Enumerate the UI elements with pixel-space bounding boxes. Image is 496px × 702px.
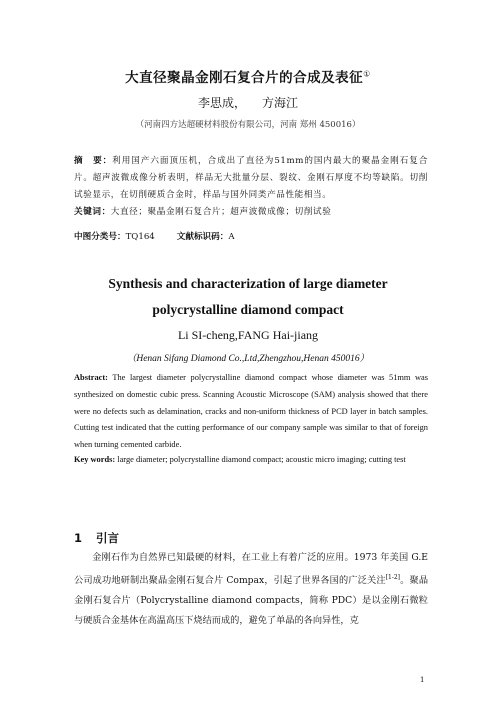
keywords-text-en: large diameter; polycrystalline diamond compact; acoustic micro imaging; cutting test xyxy=(117,455,406,464)
affiliation-cn: （河南四方达超硬材料股份有限公司，河南 郑州 450016） xyxy=(135,120,361,130)
body-text-part-2: 。聚晶金刚石复合片（Polycrystalline diamond compacts，简称 PDC）是以金刚石微粒与硬质合金基体在高温高压下烧结而成的，避免了单晶的各向异性，克 xyxy=(74,575,429,627)
keywords-en xyxy=(74,452,428,469)
affiliation-en: （Henan Sifang Diamond Co.,Ltd,Zhengzhou,Henan 450016） xyxy=(126,354,370,364)
title-footnote-mark: ① xyxy=(363,69,371,79)
section-heading-introduction xyxy=(74,530,119,546)
abstract-en xyxy=(74,370,428,454)
authors-cn xyxy=(0,94,496,111)
title-cn-text: 大直径聚晶金刚石复合片的合成及表征 xyxy=(125,70,364,86)
keywords-label-cn: 关键词： xyxy=(74,207,111,217)
classification-line xyxy=(74,230,428,242)
abstract-label-cn: 摘 要： xyxy=(74,156,113,166)
title-en-line-2: polycrystalline diamond compact xyxy=(152,302,344,317)
author-2-cn: 方海江 xyxy=(262,96,299,110)
abstract-label-en: Abstract: xyxy=(74,373,108,382)
body-paragraph xyxy=(74,548,428,631)
abstract-text-cn: 利用国产六面顶压机，合成出了直径为51mm的国内最大的聚晶金刚石复合片。超声波微成像分析表明，样品无大批量分层、裂纹、金刚石厚度不均等缺陷。切削试验显示，在切削硬质合金时，样品与国外同类产品性能相当。 xyxy=(74,156,429,200)
body-text-part-1: 金刚石作为自然界已知最硬的材料，在工业上有着广泛的应用。1973 年美国 G.E 公司成功地研制出聚晶金刚石复合片 Compax，引起了世界各国的广泛关注 xyxy=(74,552,428,587)
doc-code-value: A xyxy=(228,232,235,242)
title-en-line-1: Synthesis and characterization of large diameter xyxy=(108,276,388,291)
abstract-cn xyxy=(74,153,428,204)
abstract-text-en: The largest diameter polycrystalline diamond compact whose diameter was 51mm was synthesized on domestic cubic press. Scanning Acoustic Microscope (SAM) analysis showed that there were no defects such as delamination, cracks and non-uniform thickness of PCD layer in batch samples. Cutting test indicated that the cutting performance of our company sample was similar to that of foreign when turning cemented carbide. xyxy=(74,373,428,450)
page-number: 1 xyxy=(420,676,425,684)
keywords-label-en: Key words: xyxy=(74,455,116,464)
clc-label: 中图分类号： xyxy=(74,232,126,242)
author-1-cn: 李思成， xyxy=(197,96,246,110)
paper-title-en xyxy=(0,271,496,323)
section-number: 1 xyxy=(74,531,83,545)
doc-code-label: 文献标识码： xyxy=(176,232,229,242)
paper-title-cn xyxy=(0,66,496,86)
keywords-cn xyxy=(74,205,428,217)
clc-value: TQ164 xyxy=(125,232,155,242)
section-title: 引言 xyxy=(96,531,119,545)
citation-ref: [1-2] xyxy=(385,574,401,581)
authors-en: Li SI-cheng,FANG Hai-jiang xyxy=(177,328,319,342)
keywords-text-cn: 大直径；聚晶金刚石复合片；超声波微成像；切削试验 xyxy=(110,207,332,217)
